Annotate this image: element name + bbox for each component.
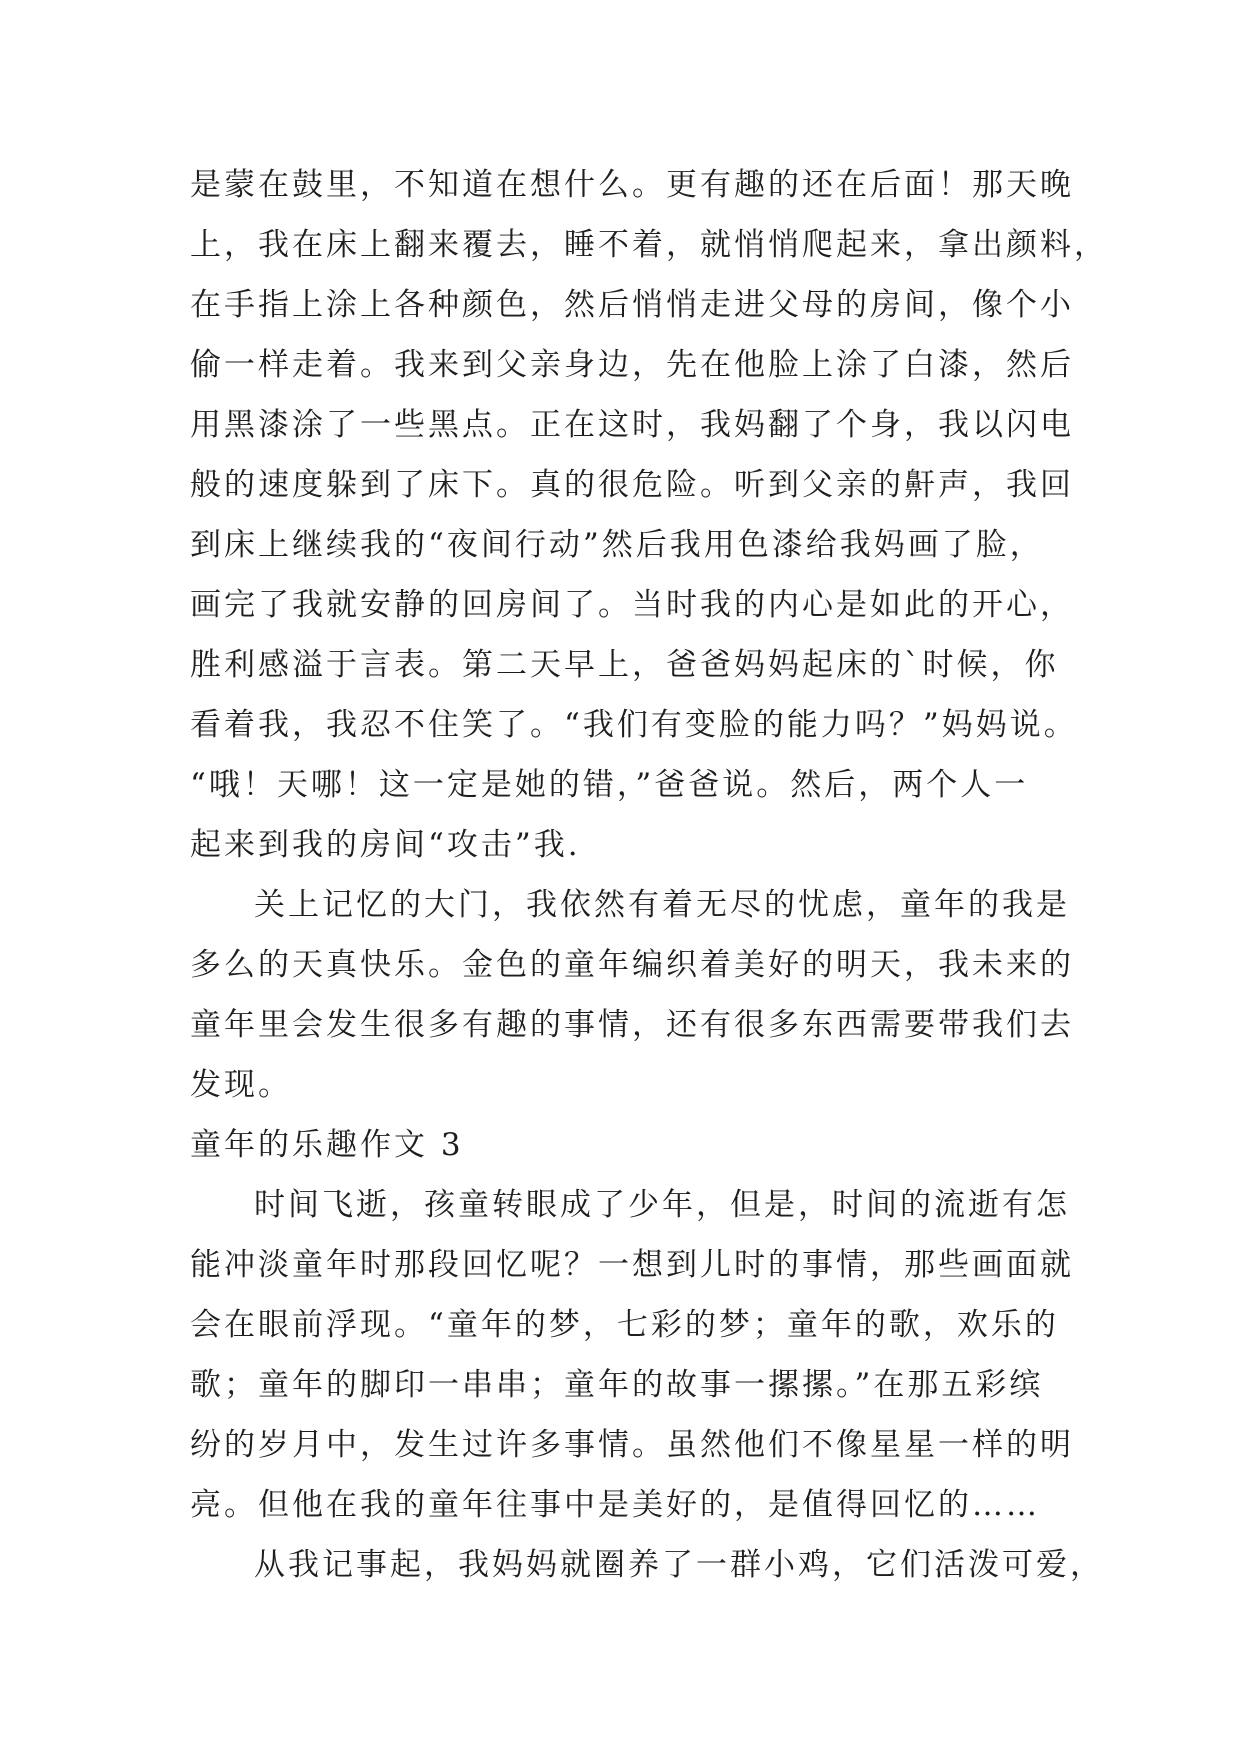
section-heading: 童年的乐趣作文 3 (190, 1127, 464, 1163)
text-line-4: 偷一样走着。我来到父亲身边，先在他脸上涂了白漆，然后 (190, 347, 1074, 383)
text-line-12: 起来到我的房间“攻击”我. (190, 827, 581, 863)
text-line-18: 时间飞逝，孩童转眼成了少年，但是，时间的流逝有怎 (254, 1187, 1070, 1223)
text-line-8: 画完了我就安静的回房间了。当时我的内心是如此的开心， (190, 587, 1074, 623)
text-line-11: “哦！天哪！这一定是她的错，”爸爸说。然后，两个人一 (190, 767, 1029, 803)
text-line-2: 上，我在床上翻来覆去，睡不着，就悄悄爬起来，拿出颜料， (190, 227, 1108, 263)
text-line-10: 看着我，我忍不住笑了。“我们有变脸的能力吗？”妈妈说。 (190, 707, 1078, 743)
text-line-15: 童年里会发生很多有趣的事情，还有很多东西需要带我们去 (190, 1007, 1074, 1043)
text-line-13: 关上记忆的大门，我依然有着无尽的忧虑，童年的我是 (254, 887, 1070, 923)
text-line-16: 发现。 (190, 1067, 292, 1103)
text-line-23: 亮。但他在我的童年往事中是美好的，是值得回忆的…… (190, 1487, 1040, 1523)
text-line-20: 会在眼前浮现。“童年的梦，七彩的梦；童年的歌，欢乐的 (190, 1307, 1059, 1343)
text-line-21: 歌；童年的脚印一串串；童年的故事一摞摞。”在那五彩缤 (190, 1367, 1044, 1403)
text-line-24: 从我记事起，我妈妈就圈养了一群小鸡，它们活泼可爱， (254, 1547, 1104, 1583)
text-line-7: 到床上继续我的“夜间行动”然后我用色漆给我妈画了脸， (190, 527, 1044, 563)
text-line-19: 能冲淡童年时那段回忆呢？一想到儿时的事情，那些画面就 (190, 1247, 1074, 1283)
text-line-6: 般的速度躲到了床下。真的很危险。听到父亲的鼾声，我回 (190, 467, 1074, 503)
text-line-14: 多么的天真快乐。金色的童年编织着美好的明天，我未来的 (190, 947, 1074, 983)
text-line-5: 用黑漆涂了一些黑点。正在这时，我妈翻了个身，我以闪电 (190, 407, 1074, 443)
text-line-1: 是蒙在鼓里，不知道在想什么。更有趣的还在后面！那天晚 (190, 167, 1074, 203)
text-line-9: 胜利感溢于言表。第二天早上，爸爸妈妈起床的`时候，你 (190, 647, 1059, 683)
text-line-22: 纷的岁月中，发生过许多事情。虽然他们不像星星一样的明 (190, 1427, 1074, 1463)
text-line-3: 在手指上涂上各种颜色，然后悄悄走进父母的房间，像个小 (190, 287, 1074, 323)
